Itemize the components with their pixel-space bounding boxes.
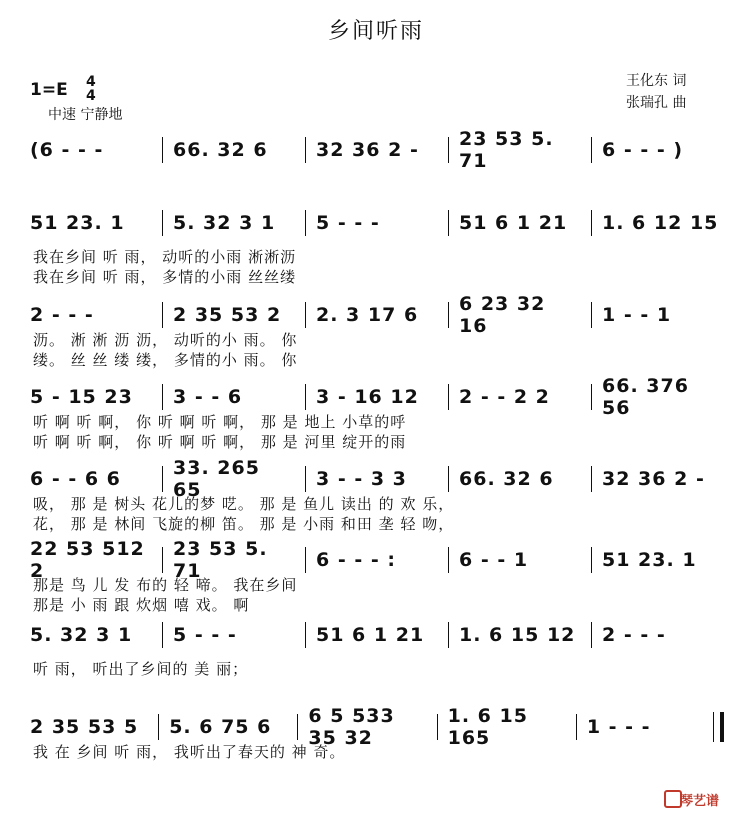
lyrics-verse-1: 听 啊 听 啊， 你 听 啊 听 啊， 那 是 地上 小草的呼	[33, 413, 407, 431]
bar-line	[448, 137, 449, 163]
composer-credit: 张瑞孔 曲	[626, 95, 687, 111]
bar-line	[158, 714, 159, 740]
bar-line	[591, 302, 592, 328]
measure: 6 5 533 35 32	[308, 705, 395, 749]
bar-line	[448, 384, 449, 410]
final-bar-line	[713, 712, 724, 742]
measure: 23 53 5. 71	[173, 538, 268, 582]
measure: 3 - - 3 3	[316, 468, 407, 490]
bar-line	[591, 466, 592, 492]
measure: 6 - - - )	[602, 139, 684, 161]
bar-line	[162, 137, 163, 163]
bar-line	[297, 714, 298, 740]
measure: 1. 6 15 165	[447, 705, 528, 749]
measure: 6 23 32 16	[459, 293, 546, 337]
lyrics-verse-1: 吸， 那 是 树头 花儿的梦 呓。 那 是 鱼儿 读出 的 欢 乐，	[33, 495, 455, 513]
measure: (6 - - -	[30, 139, 104, 161]
measure: 5. 32 3 1	[30, 624, 133, 646]
measure: 5 - 15 23	[30, 386, 133, 408]
lyrics-verse-2: 听 啊 听 啊， 你 听 啊 听 啊， 那 是 河里 绽开的雨	[33, 433, 407, 451]
bar-line	[448, 466, 449, 492]
measure: 2 35 53 2	[173, 304, 282, 326]
bar-line	[305, 137, 306, 163]
measure: 51 23. 1	[30, 212, 125, 234]
bar-line	[305, 384, 306, 410]
bar-line	[591, 137, 592, 163]
bar-line	[305, 302, 306, 328]
measure: 5 - - -	[173, 624, 237, 646]
measure: 66. 32 6	[459, 468, 554, 490]
measure: 1. 6 15 12	[459, 624, 576, 646]
lyrics-verse-2: 缕。 丝 丝 缕 缕， 多情的小 雨。 你	[33, 351, 298, 369]
bar-line	[162, 466, 163, 492]
lyrics-verse-2: 我在乡间 听 雨， 多情的小雨 丝丝缕	[33, 268, 297, 286]
bar-line	[448, 547, 449, 573]
tempo-marking: 中速 宁静地	[48, 107, 123, 123]
lyrics-verse-2: 花， 那 是 林间 飞旋的柳 笛。 那 是 小雨 和田 垄 轻 吻，	[33, 515, 455, 533]
measure: 33. 265 65	[173, 457, 260, 501]
time-signature-top: 4	[86, 74, 96, 90]
bar-line	[576, 714, 577, 740]
measure: 5. 6 75 6	[169, 716, 272, 738]
bar-line	[162, 622, 163, 648]
measure: 1 - - -	[586, 716, 651, 738]
lyricist-credit: 王化东 词	[626, 73, 687, 89]
measure: 3 - 16 12	[316, 386, 419, 408]
measure: 6 - - - :	[316, 549, 396, 571]
lyrics-verse-1: 我 在 乡间 听 雨， 我听出了春天的 神 奇。	[33, 743, 346, 761]
lyrics-verse-2: 那是 小 雨 跟 炊烟 嘻 戏。 啊	[33, 596, 250, 614]
bar-line	[162, 384, 163, 410]
measure: 32 36 2 -	[602, 468, 705, 490]
lyrics-verse-1: 我在乡间 听 雨， 动听的小雨 淅淅沥	[33, 248, 297, 266]
measure: 66. 376 56	[602, 375, 689, 419]
bar-line	[448, 622, 449, 648]
bar-line	[591, 547, 592, 573]
measure: 51 23. 1	[602, 549, 697, 571]
bar-line	[305, 622, 306, 648]
notes-row	[30, 622, 724, 648]
bar-line	[162, 302, 163, 328]
bar-line	[162, 210, 163, 236]
watermark-logo: 琴艺谱	[680, 794, 720, 809]
measure: 2. 3 17 6	[316, 304, 419, 326]
measure: 5. 32 3 1	[173, 212, 276, 234]
bar-line	[591, 210, 592, 236]
song-title: 乡间听雨	[327, 19, 424, 44]
measure: 6 - - 1	[459, 549, 529, 571]
notes-row	[30, 128, 724, 172]
bar-line	[437, 714, 438, 740]
bar-line	[448, 302, 449, 328]
bar-line	[591, 384, 592, 410]
measure: 32 36 2 -	[316, 139, 419, 161]
lyrics-verse-1: 沥。 淅 淅 沥 沥， 动听的小 雨。 你	[33, 331, 298, 349]
measure: 6 - - 6 6	[30, 468, 121, 490]
notes-row	[30, 210, 724, 236]
measure: 2 - - -	[30, 304, 94, 326]
measure: 2 - - -	[602, 624, 666, 646]
measure: 22 53 512 2	[30, 538, 145, 582]
measure: 66. 32 6	[173, 139, 268, 161]
lyrics-verse-1: 听 雨， 听出了乡间的 美 丽；	[33, 660, 249, 678]
time-signature-bottom: 4	[86, 88, 96, 104]
key-signature: 1=E	[30, 80, 68, 100]
measure: 2 - - 2 2	[459, 386, 550, 408]
measure: 3 - - 6	[173, 386, 243, 408]
lyrics-verse-1: 那是 鸟 儿 发 布的 轻 啼。 我在乡间	[33, 576, 298, 594]
bar-line	[591, 622, 592, 648]
bar-line	[448, 210, 449, 236]
bar-line	[305, 466, 306, 492]
measure: 23 53 5. 71	[459, 128, 554, 172]
time-signature	[86, 75, 96, 103]
measure: 2 35 53 5	[30, 716, 139, 738]
bar-line	[305, 547, 306, 573]
measure: 1. 6 12 15	[602, 212, 719, 234]
measure: 51 6 1 21	[459, 212, 568, 234]
bar-line	[162, 547, 163, 573]
bar-line	[305, 210, 306, 236]
measure: 1 - - 1	[602, 304, 672, 326]
measure: 5 - - -	[316, 212, 380, 234]
measure: 51 6 1 21	[316, 624, 425, 646]
